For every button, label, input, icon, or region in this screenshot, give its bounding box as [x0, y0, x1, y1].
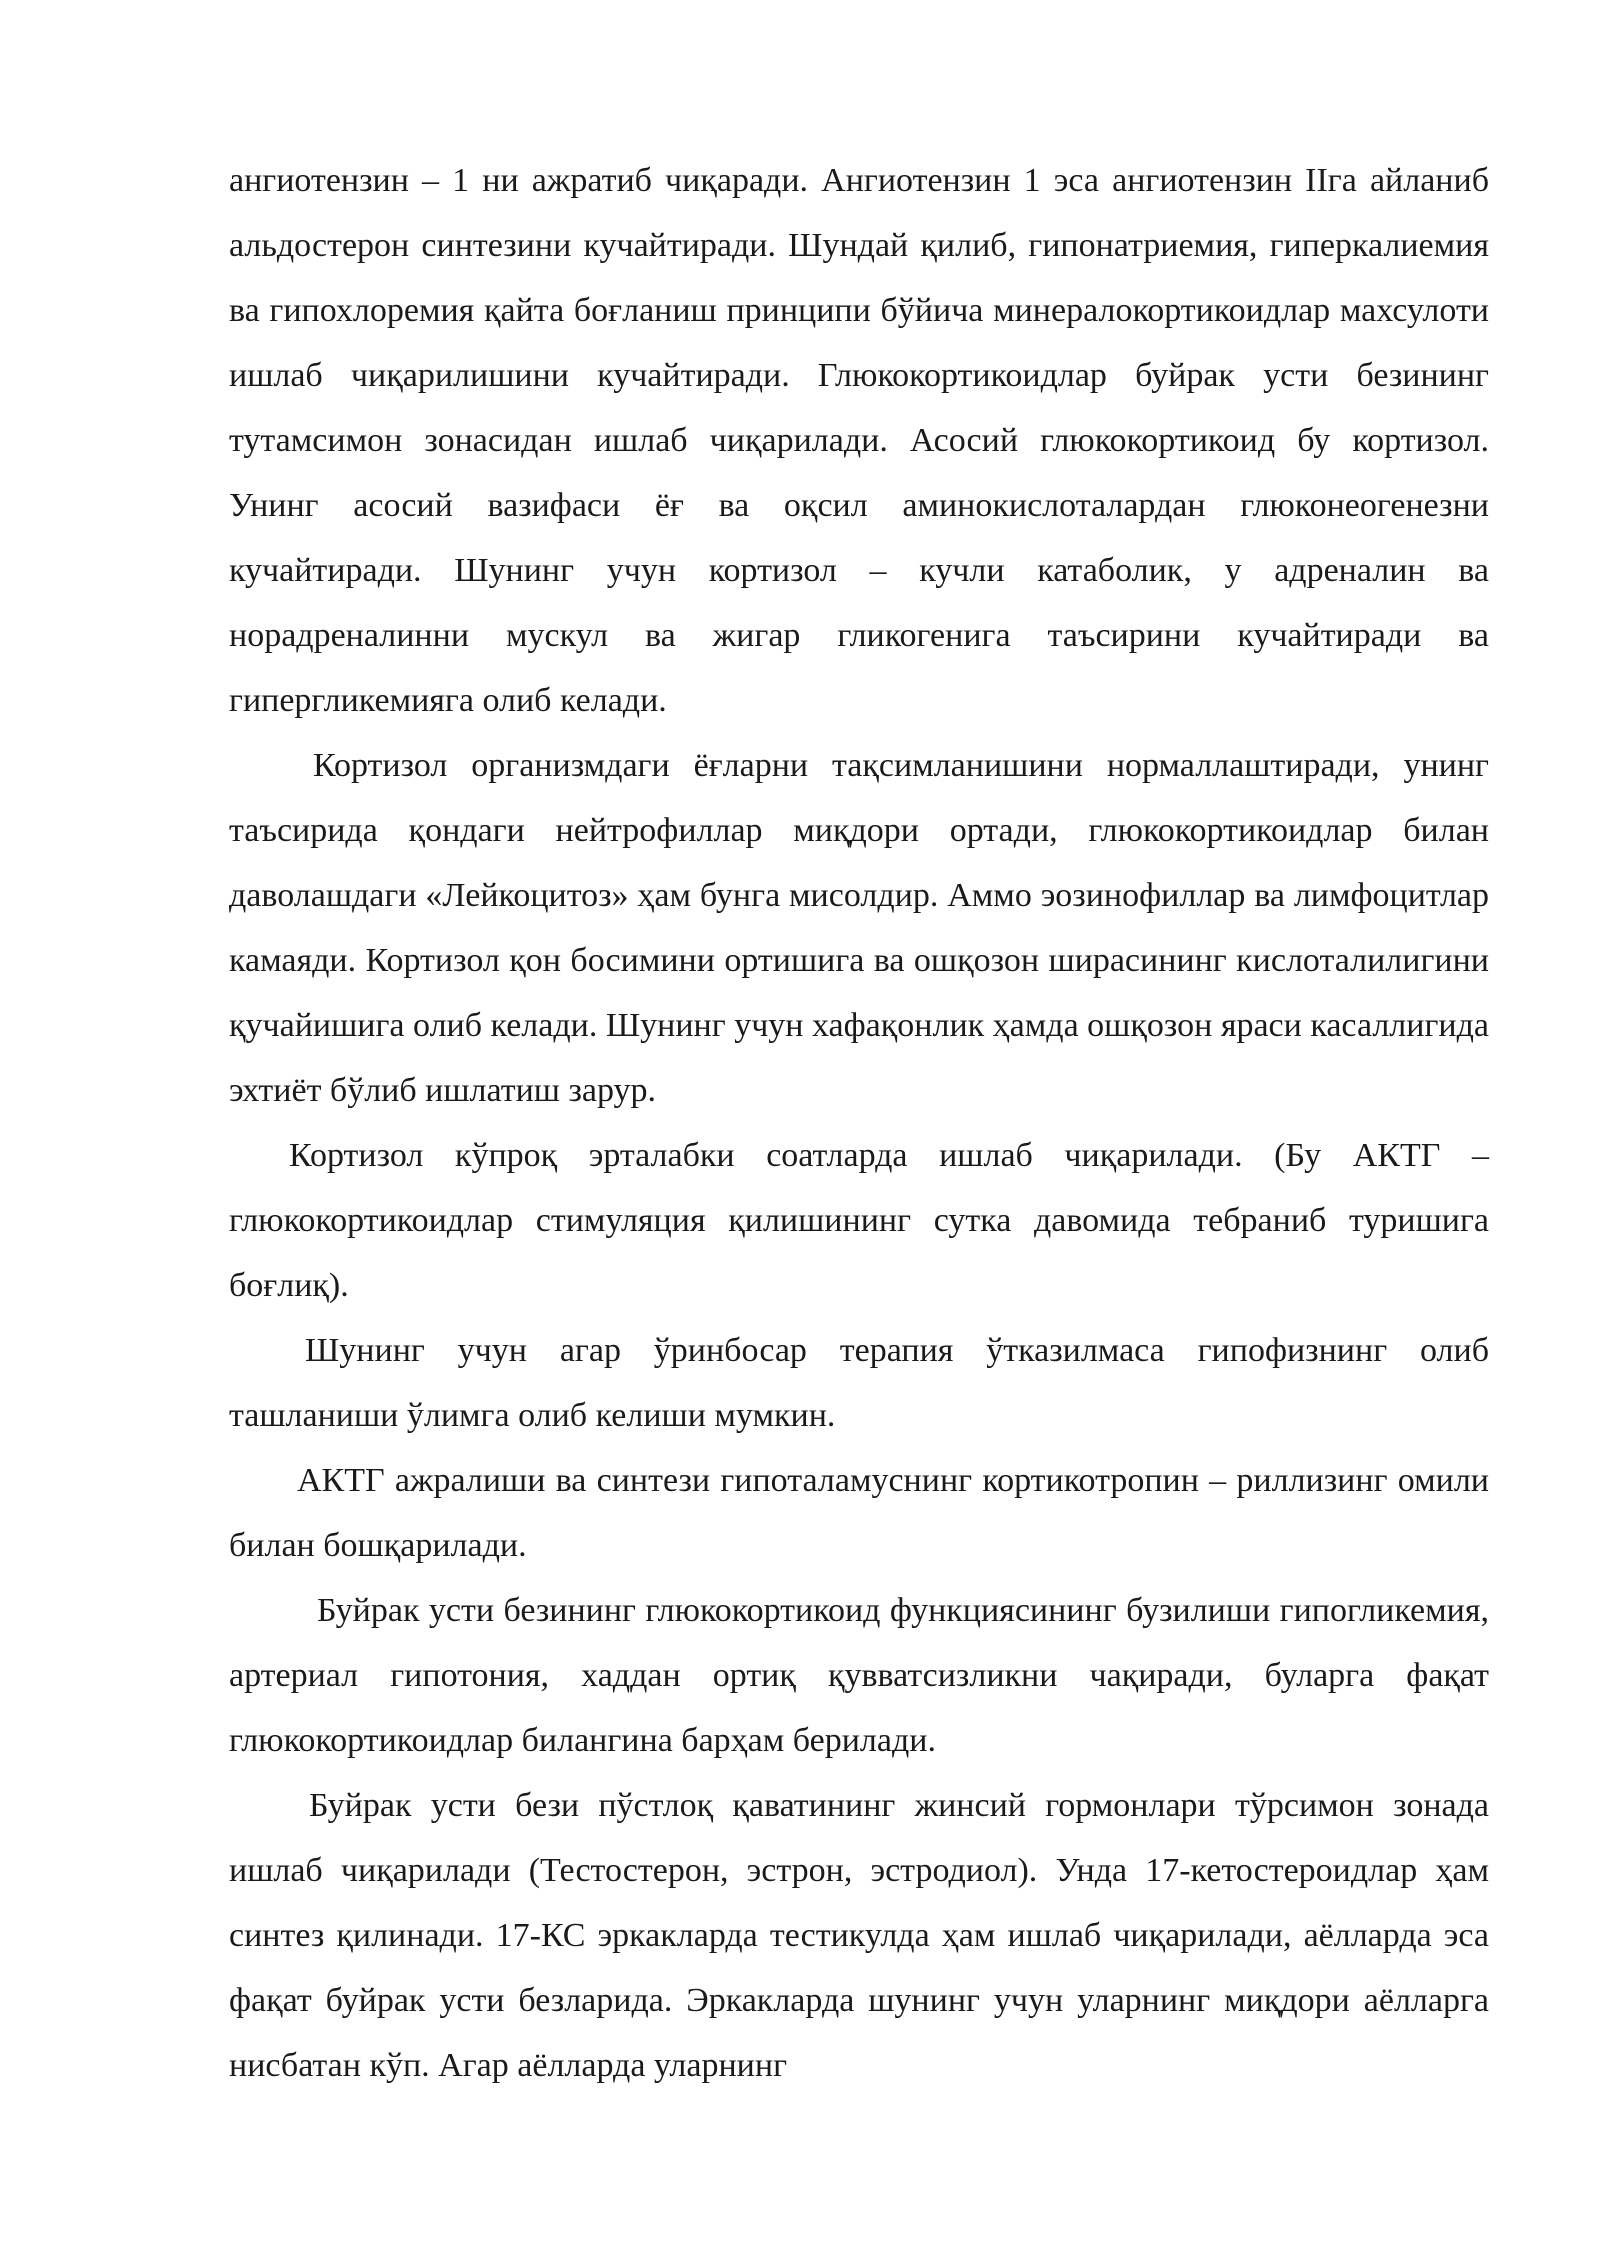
paragraph-cortisol-fat: Кортизол организмдаги ёғларни тақсимланишини нормаллаштиради, унинг таъсирида қондаги нейтрофиллар миқдори ортади, глюкокортикоидлар билан даволашдаги «Лейкоцитоз» ҳам бунга мисолдир. Аммо эозинофиллар ва лимфоцитлар камаяди. Кортизол қон босимини ортишига ва ошқозон ширасининг кислоталилигини қучайишига олиб келади. Шунинг учун хафақонлик ҳамда ошқозон яраси касаллигида эхтиёт бўлиб ишлатиш зарур.: [229, 747, 1489, 1109]
document-page: [229, 148, 1489, 2098]
paragraph-acth-regulation: АКТГ ажралиши ва синтези гипоталамуснинг кортикотропин – риллизинг омили билан бошқарилади.: [229, 1462, 1489, 1564]
paragraph-sex-hormones: Буйрак усти бези пўстлоқ қаватининг жинсий гормонлари тўрсимон зонада ишлаб чиқарилади (Тестостерон, эстрон, эстродиол). Унда 17-кетостероидлар ҳам синтез қилинади. 17-КС эркакларда тестикулда ҳам ишлаб чиқарилади, аёлларда эса фақат буйрак усти безларида. Эркакларда шунинг учун уларнинг миқдори аёлларга нисбатан кўп. Агар аёлларда уларнинг: [229, 1787, 1489, 2084]
paragraph-cortisol-morning: Кортизол кўпроқ эрталабки соатларда ишлаб чиқарилади. (Бу АКТГ – глюкокортикоидлар стимуляция қилишининг сутка давомида тебраниб туришига боғлиқ).: [229, 1137, 1489, 1304]
paragraph-glucocorticoid-dysfunction: Буйрак усти безининг глюкокортикоид функциясининг бузилиши гипогликемия, артериал гипотония, хаддан ортиқ қувватсизликни чақиради, буларга фақат глюкокортикоидлар билангина барҳам берилади.: [229, 1592, 1489, 1759]
paragraph-replacement-therapy: Шунинг учун агар ўринбосар терапия ўтказилмаса гипофизнинг олиб ташланиши ўлимга олиб келиши мумкин.: [229, 1332, 1489, 1434]
paragraph-angiotensin: ангиотензин – 1 ни ажратиб чиқаради. Ангиотензин 1 эса ангиотензин IIга айланиб альдостерон синтезини кучайтиради. Шундай қилиб, гипонатриемия, гиперкалиемия ва гипохлоремия қайта боғланиш принципи бўйича минералокортикоидлар махсулоти ишлаб чиқарилишини кучайтиради. Глюкокортикоидлар буйрак усти безининг тутамсимон зонасидан ишлаб чиқарилади. Асосий глюкокортикоид бу кортизол. Унинг асосий вазифаси ёғ ва оқсил аминокислоталардан глюконеогенезни кучайтиради. Шунинг учун кортизол – кучли катаболик, у адреналин ва норадреналинни мускул ва жигар гликогенига таъсирини кучайтиради ва гипергликемияга олиб келади.: [229, 162, 1489, 719]
